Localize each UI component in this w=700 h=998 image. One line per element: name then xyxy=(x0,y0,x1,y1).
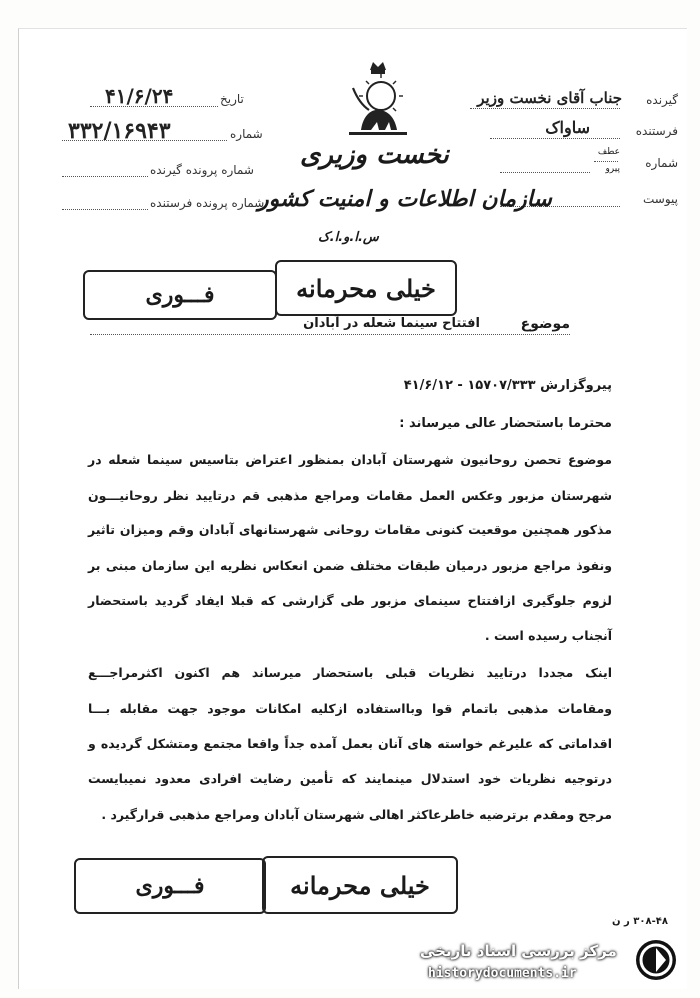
body-line: اقداماتی که علیرغم خواسته های آنان بعمل آمده جداً واقعا مجتمع ومتشکل گردیده و xyxy=(88,736,612,751)
sender-file-label: شماره پرونده فرستنده xyxy=(150,196,265,210)
body-line: مذکور همچنین موقعیت کنونی مقامات روحانی شهرستانهای آبادان وقم ومیزان تاثیر xyxy=(88,522,612,537)
date-line xyxy=(90,106,218,107)
sender-label: فرستنده xyxy=(635,124,678,138)
recipient-file-label: شماره پرونده گیرنده xyxy=(150,163,254,177)
attachment-label: پیوست xyxy=(643,192,678,206)
document-reference-code: ۳۰۸-۴۸ ر ن xyxy=(612,916,668,927)
top-classification-stamp: خیلی محرمانه xyxy=(275,260,457,316)
subject-line xyxy=(90,334,570,335)
bottom-priority-stamp: فـــوری xyxy=(74,858,266,914)
doc-number-label: شماره xyxy=(230,127,263,141)
ref-fraction-line xyxy=(594,161,618,162)
sender-file-line xyxy=(62,209,148,210)
date-label: تاریخ xyxy=(220,92,244,106)
archive-website-link[interactable]: historydocuments.ir xyxy=(428,966,577,981)
reference-label: عطف xyxy=(597,147,620,157)
doc-number-line xyxy=(62,140,227,141)
doc-number-value: ۳۳۲/۱۶۹۴۳ xyxy=(68,118,171,144)
number-label: شماره xyxy=(645,156,678,170)
sender-value: ساواک xyxy=(545,118,590,137)
body-line: آنجناب رسیده است . xyxy=(484,628,612,643)
body-line: شهرستان مزبور وعکس العمل مقامات ومراجع مذهبی قم درتایید نظر روحانیـــون xyxy=(88,488,612,503)
body-line: موضوع تحصن روحانیون شهرستان آبادان بمنظور اعتراض بتاسیس سینما شعله در xyxy=(88,452,612,467)
archive-logo-icon xyxy=(636,940,676,980)
subject-label: موضوع xyxy=(520,316,570,332)
follow-up-reference: پیروگزارش ۱۵۷۰۷/۳۳۳ - ۴۱/۶/۱۲ xyxy=(403,378,612,393)
salutation: محترما باستحضار عالی میرساند : xyxy=(399,416,612,431)
lion-and-sun-emblem-icon xyxy=(343,58,413,138)
body-line: ونفوذ مراجع مزبور درمیان طبقات مختلف ضمن انعکاس نظریه این سازمان مبنی بر xyxy=(88,558,612,573)
body-line: اینک مجددا درتایید نظریات قبلی باستحضار میرساند هم اکنون اکثرمراجـــع xyxy=(88,665,612,680)
body-line: مرجح ومقدم برترضیه خاطرعاکثر اهالی شهرستان آبادان ومراجع مذهبی قرارگیرد . xyxy=(101,807,612,822)
followup-ref-label: پیرو xyxy=(605,164,620,174)
org-code: س.ا.و.ا.ک xyxy=(318,230,379,245)
subject-value: افتتاح سینما شعله در آبادان xyxy=(303,316,480,331)
body-line: لزوم جلوگیری ازافتتاح سینمای مزبور طی گزارشی که قبلا ایفاد گردید باستحضار xyxy=(88,593,612,608)
recipient-label: گیرنده xyxy=(646,93,678,107)
org-line-prime-ministry: نخست وزیری xyxy=(300,140,449,170)
body-line: درتوجیه نظریات خود استدلال مینمایند که تأمین رضایت افرادی معدود نمیبایست xyxy=(88,771,612,786)
recipient-line xyxy=(470,108,620,109)
recipient-value: جناب آقای نخست وزیر xyxy=(477,89,622,107)
number-line xyxy=(500,172,590,173)
sender-line xyxy=(490,138,620,139)
archive-name: مرکز بررسی اسناد تاریخی xyxy=(420,942,617,960)
date-value: ۴۱/۶/۲۴ xyxy=(105,84,174,108)
body-line: ومقامات مذهبی باتمام قوا وبااستفاده ازکلیه امکانات موجود جهت مقابله بـــا xyxy=(88,701,612,716)
bottom-classification-stamp: خیلی محرمانه xyxy=(262,856,458,914)
recipient-file-line xyxy=(62,176,148,177)
top-priority-stamp: فـــوری xyxy=(83,270,277,320)
org-line-savak: سازمان اطلاعات و امنیت کشور xyxy=(258,186,552,212)
